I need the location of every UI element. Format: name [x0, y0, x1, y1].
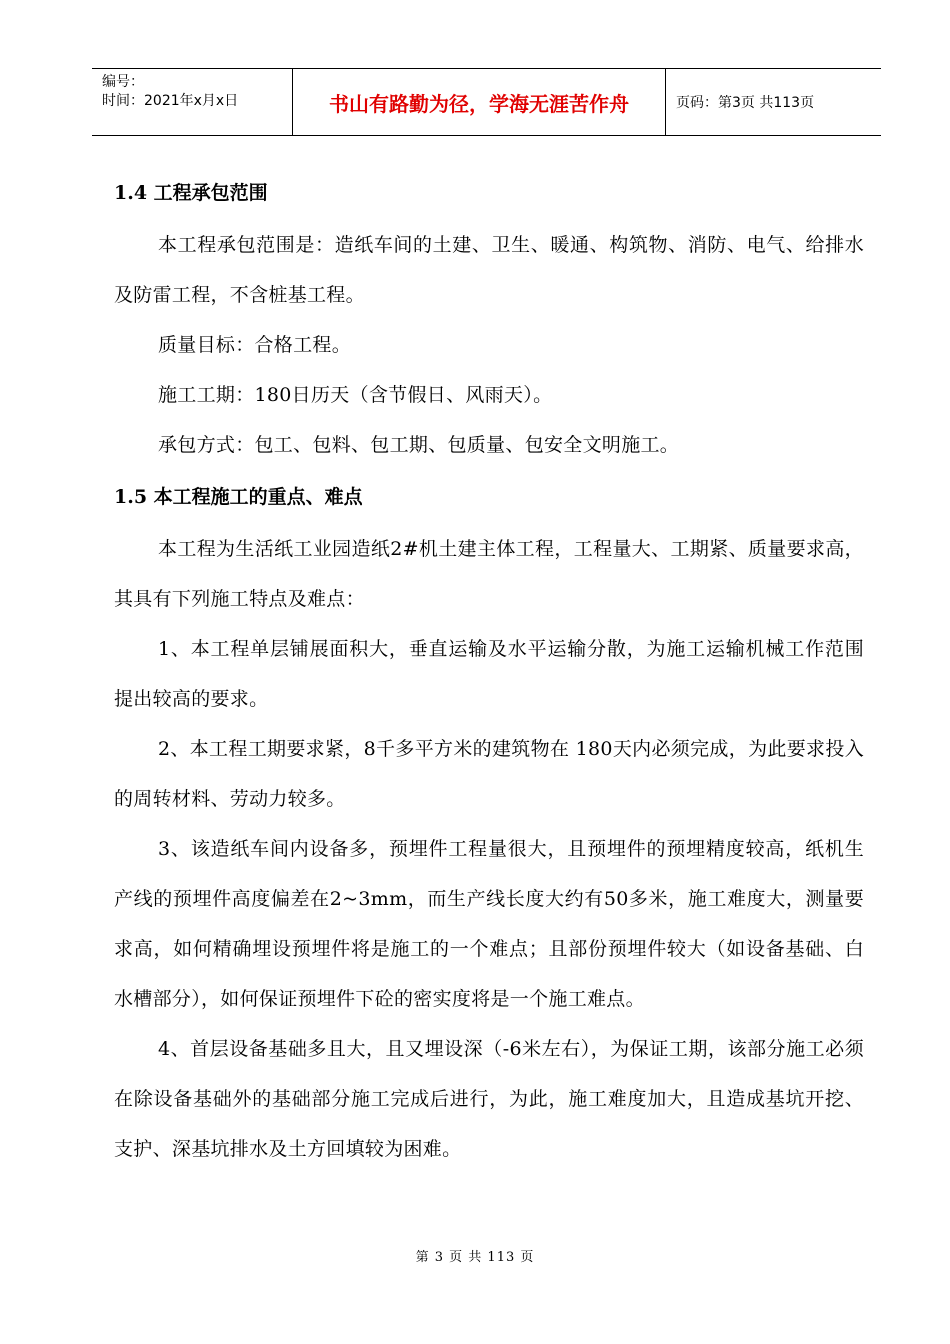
- motto-cell: [293, 69, 666, 135]
- paragraph: 本工程承包范围是：造纸车间的土建、卫生、暖通、构筑物、消防、电气、给排水及防雷工程，不含桩基工程。: [114, 234, 864, 306]
- header-info-cell: [92, 69, 293, 135]
- footer-page-text: 第 3 页 共 113 页: [415, 1250, 535, 1265]
- paragraph: 本工程为生活纸工业园造纸2#机土建主体工程，工程量大、工期紧、质量要求高，其具有下列施工特点及难点：: [114, 538, 864, 610]
- header-table: [92, 68, 881, 136]
- document-body: [114, 166, 864, 1174]
- number-label: 编号：: [102, 74, 144, 90]
- section-heading: 1.5 本工程施工的重点、难点: [114, 486, 363, 508]
- motto-text: 书山有路勤为径，学海无涯苦作舟: [329, 91, 629, 116]
- paragraph: 3、该造纸车间内设备多，预埋件工程量很大，且预埋件的预埋精度较高，纸机生产线的预埋件高度偏差在2~3mm，而生产线长度大约有50多米，施工难度大，测量要求高，如何精确埋设预埋件将是施工的一个难点；且部份预埋件较大（如设备基础、白水槽部分），如何保证预埋件下砼的密实度将是一个施工难点。: [114, 838, 864, 1010]
- paragraph: 质量目标：合格工程。: [158, 334, 352, 356]
- paragraph: 承包方式：包工、包料、包工期、包质量、包安全文明施工。: [158, 434, 680, 456]
- paragraph: 施工工期：180日历天（含节假日、风雨天）。: [158, 384, 553, 406]
- page-number-cell: [666, 69, 881, 135]
- page-footer: [0, 1246, 950, 1265]
- section-heading: 1.4 工程承包范围: [114, 182, 268, 204]
- paragraph: 2、本工程工期要求紧，8千多平方米的建筑物在 180天内必须完成，为此要求投入的周转材料、劳动力较多。: [114, 738, 864, 810]
- paragraph: 4、首层设备基础多且大，且又埋设深（-6米左右），为保证工期，该部分施工必须在除设备基础外的基础部分施工完成后进行，为此，施工难度加大，且造成基坑开挖、支护、深基坑排水及土方回填较为困难。: [114, 1038, 864, 1160]
- time-label: 时间：2021年x月x日: [102, 93, 239, 109]
- page-label: 页码：第3页 共113页: [676, 95, 815, 111]
- paragraph: 1、本工程单层铺展面积大，垂直运输及水平运输分散，为施工运输机械工作范围提出较高的要求。: [114, 638, 864, 710]
